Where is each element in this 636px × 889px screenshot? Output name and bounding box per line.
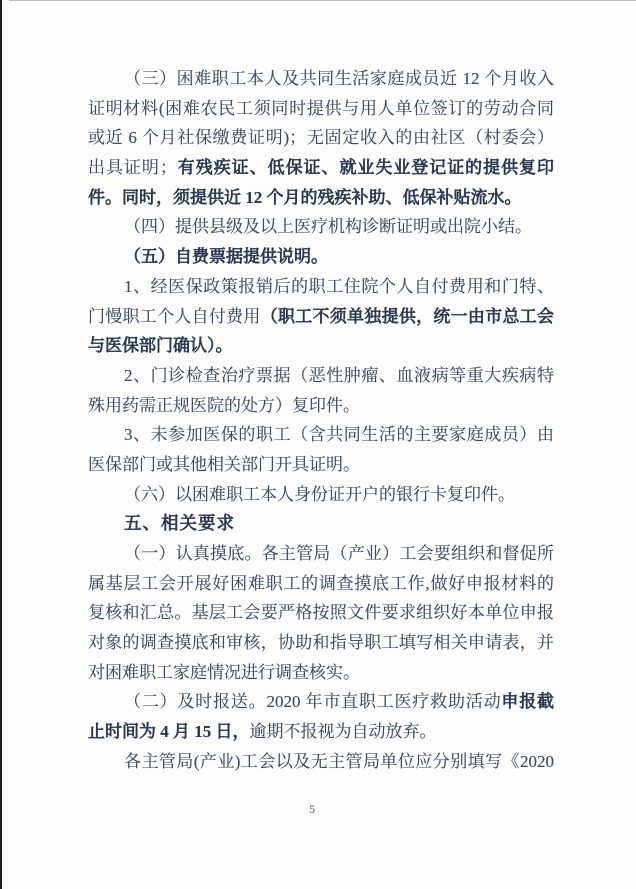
text-line [88, 361, 554, 391]
text-line [88, 212, 554, 242]
text-line [88, 183, 554, 213]
text-line [88, 153, 554, 183]
page-number: 5 [309, 802, 315, 816]
text-line [88, 450, 554, 480]
text-segment: （一）认真摸底。各主管局（产业）工会要组织和督促所 [124, 544, 554, 563]
text-segment: 或近 6 个月社保缴费证明)；无固定收入的由社区（村委会） [88, 128, 554, 148]
text-segment: （四）提供县级及以上医疗机构诊断证明或出院小结。 [124, 217, 532, 237]
text-line [88, 598, 554, 628]
text-line [88, 420, 554, 450]
text-segment-bold: 止时间为 4 月 15 日， [88, 722, 250, 742]
text-segment: 对象的调查摸底和审核，协助和指导职工填写相关申请表，并 [88, 633, 554, 653]
text-segment: 1、经医保政策报销后的职工住院个人自付费用和门特、 [124, 276, 554, 296]
text-line [88, 658, 554, 688]
section-heading [88, 509, 554, 539]
text-segment-bold: 有残疾证、低保证、就业失业登记证的提供复印 [176, 158, 554, 178]
scan-edge-top [9, 0, 636, 1]
text-segment-bold: 申报截 [501, 692, 554, 712]
text-segment: 殊用药需正规医院的处方）复印件。 [88, 395, 360, 415]
text-segment: 医保部门或其他相关部门开具证明。 [88, 454, 360, 474]
text-segment: （三）困难职工本人及共同生活家庭成员近 12 个月收入 [124, 69, 554, 88]
text-line [88, 391, 554, 421]
text-line [88, 628, 554, 658]
text-segment: 逾期不报视为自动放弃。 [249, 722, 437, 742]
text-line [88, 687, 554, 717]
text-segment: 证明材料(困难农民工须同时提供与用人单位签订的劳动合同 [88, 98, 554, 118]
text-segment: 2、门诊检查治疗票据（恶性肿瘤、血液病等重大疾病特 [124, 365, 554, 385]
text-segment-bold: 件。同时，须提供近 12 个月的残疾补助、低保补贴流水。 [88, 187, 522, 207]
text-segment: 门慢职工个人自付费用 [88, 306, 261, 326]
text-line [88, 242, 554, 272]
text-segment: 复核和汇总。基层工会要严格按照文件要求组织好本单位申报 [88, 603, 554, 623]
text-line [88, 302, 554, 332]
text-segment-bold: 与医保部门确认）。 [88, 336, 233, 356]
text-segment: 属基层工会开展好困难职工的调查摸底工作,做好申报材料的 [88, 573, 554, 593]
text-line [88, 539, 554, 569]
document-body [88, 64, 554, 777]
text-line [88, 717, 554, 747]
text-segment: 各主管局(产业)工会以及无主管局单位应分别填写《2020 [124, 751, 554, 771]
text-segment-bold: （职工不须单独提供，统一由市总工会 [260, 306, 554, 326]
text-line [88, 123, 554, 153]
text-segment: 对困难职工家庭情况进行调查核实。 [88, 662, 360, 682]
text-segment: 3、未参加医保的职工（含共同生活的主要家庭成员）由 [124, 425, 554, 445]
scan-edge-left [0, 0, 2, 889]
text-line [88, 94, 554, 124]
text-segment-bold: 五、相关要求 [124, 513, 235, 534]
text-segment: 出具证明； [88, 158, 177, 178]
text-line [88, 64, 554, 94]
text-line [88, 331, 554, 361]
text-segment-bold: （五）自费票据提供说明。 [124, 247, 328, 267]
text-line [88, 747, 554, 777]
text-line [88, 272, 554, 302]
text-line [88, 480, 554, 510]
text-segment: （六）以困难职工本人身份证开户的银行卡复印件。 [124, 484, 515, 504]
text-line [88, 569, 554, 599]
text-segment: （二）及时报送。2020 年市直职工医疗救助活动 [124, 692, 502, 712]
